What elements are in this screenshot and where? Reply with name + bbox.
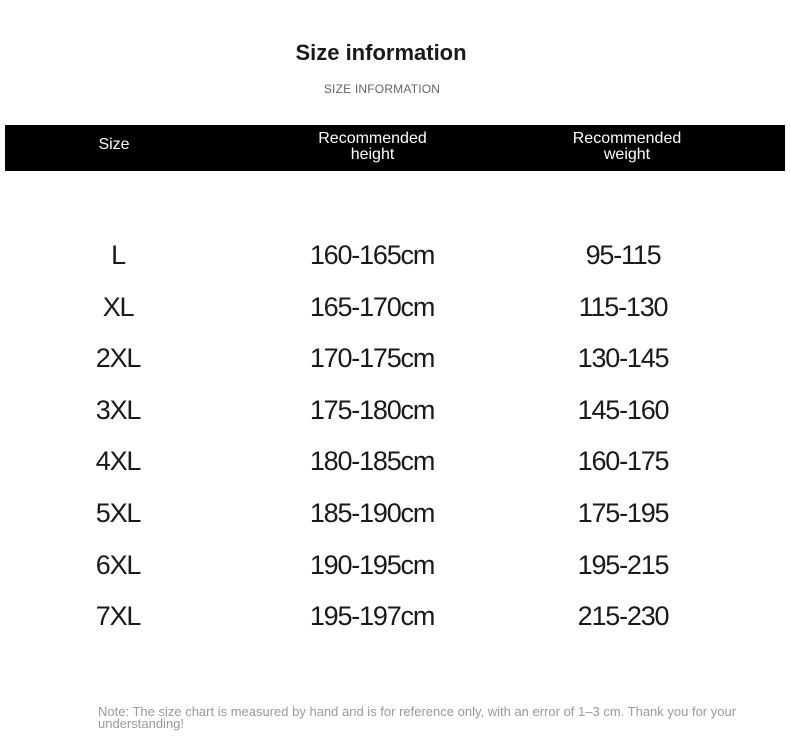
weight-cell: 160-175 xyxy=(577,446,669,477)
size-chart-note: Note: The size chart is measured by hand and is for reference only, with an error of 1–3 cm. Thank you for your understanding! xyxy=(98,704,737,731)
page-title: Size information xyxy=(295,40,467,65)
size-cell: 7XL xyxy=(95,601,141,632)
column-header-size: Size xyxy=(98,136,130,153)
table-row xyxy=(0,232,790,284)
weight-cell: 115-130 xyxy=(578,291,668,322)
height-cell: 160-165cm xyxy=(309,240,435,270)
weight-cell: 145-160 xyxy=(577,394,669,425)
height-cell: 190-195cm xyxy=(309,549,435,580)
table-row xyxy=(0,387,790,439)
weight-cell: 195-215 xyxy=(577,549,669,580)
height-cell: 180-185cm xyxy=(309,446,435,477)
size-cell: 5XL xyxy=(95,497,141,528)
table-row xyxy=(0,335,790,387)
size-cell: 6XL xyxy=(95,549,141,580)
size-cell: L xyxy=(111,240,125,270)
table-row xyxy=(0,542,790,594)
size-cell: XL xyxy=(102,291,134,322)
height-cell: 170-175cm xyxy=(309,343,435,374)
weight-cell: 95-115 xyxy=(585,240,661,270)
weight-cell: 215-230 xyxy=(577,601,669,632)
size-cell: 2XL xyxy=(95,343,141,374)
column-header-recommended-height: Recommended height xyxy=(318,130,427,163)
table-row xyxy=(0,284,790,336)
page-subtitle: SIZE INFORMATION xyxy=(323,82,441,96)
height-cell: 165-170cm xyxy=(309,291,435,322)
weight-cell: 175-195 xyxy=(577,497,669,528)
size-cell: 4XL xyxy=(95,446,141,477)
height-cell: 185-190cm xyxy=(309,497,435,528)
height-cell: 195-197cm xyxy=(309,601,435,632)
table-row xyxy=(0,438,790,490)
weight-cell: 130-145 xyxy=(577,343,669,374)
size-table-body xyxy=(0,232,790,645)
height-cell: 175-180cm xyxy=(309,394,435,425)
column-header-recommended-weight: Recommended weight xyxy=(572,130,682,163)
table-row xyxy=(0,593,790,645)
size-cell: 3XL xyxy=(95,394,141,425)
table-row xyxy=(0,490,790,542)
